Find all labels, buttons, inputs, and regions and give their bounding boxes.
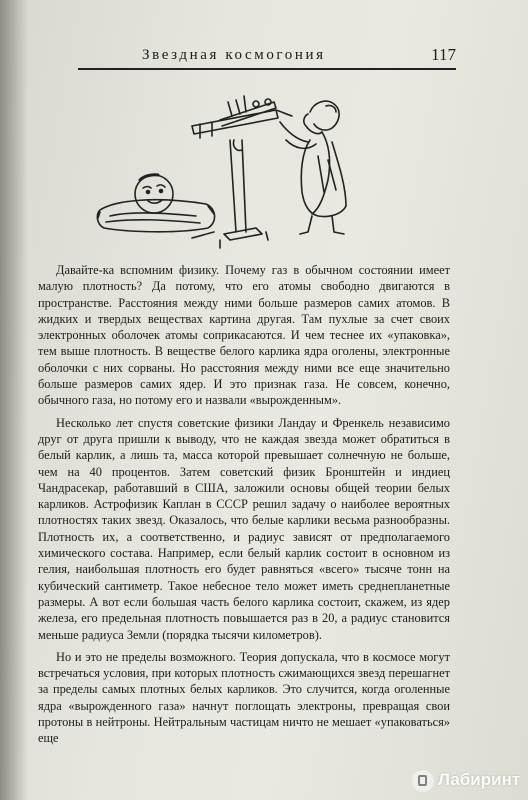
book-icon	[412, 770, 434, 792]
paragraph: Давайте-ка вспомним физику. Почему газ в обычном состоянии имеет малую плотность? Да потому, что его атомы свободно двигаются в пространстве. Расстояния между ними больше размеров самих атомов. В жидких и твердых веществах картина другая. Там пухлые за счет своих электронных оболочек атомы соприкасаются. И чем теснее их «упаковка», тем выше плотность. В веществе белого карлика ядра оголены, электронные оболочки с них сорваны. Но расстояния между ними все еще значительно больше размеров самих ядер. И это признак газа. Не совсем, конечно, обычного газа, но потому его и назвали «вырожденным».	[38, 263, 450, 408]
paragraph: Но и это не пределы возможного. Теория допускала, что в космосе могут встречаться условия, при которых плотность сжимающихся звезд перешагнет за пределы самых плотных белых карликов. Это случится, когда оголенные ядра «вырожденного газа» начнут поглощать электроны, превращая свои протоны в нейтроны. Нейтральным частицам ничто не мешает «упаковаться» еще	[38, 649, 450, 746]
body-text	[38, 262, 450, 753]
page-number: 117	[431, 45, 456, 64]
running-title: Звездная космогония	[142, 47, 326, 63]
watermark	[412, 768, 528, 794]
watermark-text: Лабиринт	[438, 770, 521, 789]
page-header	[78, 44, 456, 70]
paragraph: Несколько лет спустя советские физики Ландау и Френкель независимо друг от друга пришли к выводу, что не каждая звезда может обратиться в белый карлик, а лишь та, масса которой превышает солнечную не больше, чем на 40 процентов. Затем советский физик Бронштейн и индиец Чандрасекар, работавший в США, заложили основы общей теории белых карликов. Астрофизик Каплан в СССР решил задачу о наиболее вероятных плотностях таких звезд. Оказалось, что белые карлики весьма разнообразны. Плотность их, а соответственно, и радиус зависят от предполагаемого химического состава. Например, если белый карлик состоит в основном из гелия, наибольшая плотность его будет равняться «всего» тысяче тонн на кубический сантиметр. Такое небесное тело может иметь среднепланетные размеры. А вот если большая часть белого карлика состоит, скажем, из ядер железа, его предельная плотность повышается раз в 20, а радиус становится меньше радиуса Земли (порядка тысячи километров).	[38, 415, 450, 642]
scientist-weighing-star-illustration	[96, 82, 376, 252]
